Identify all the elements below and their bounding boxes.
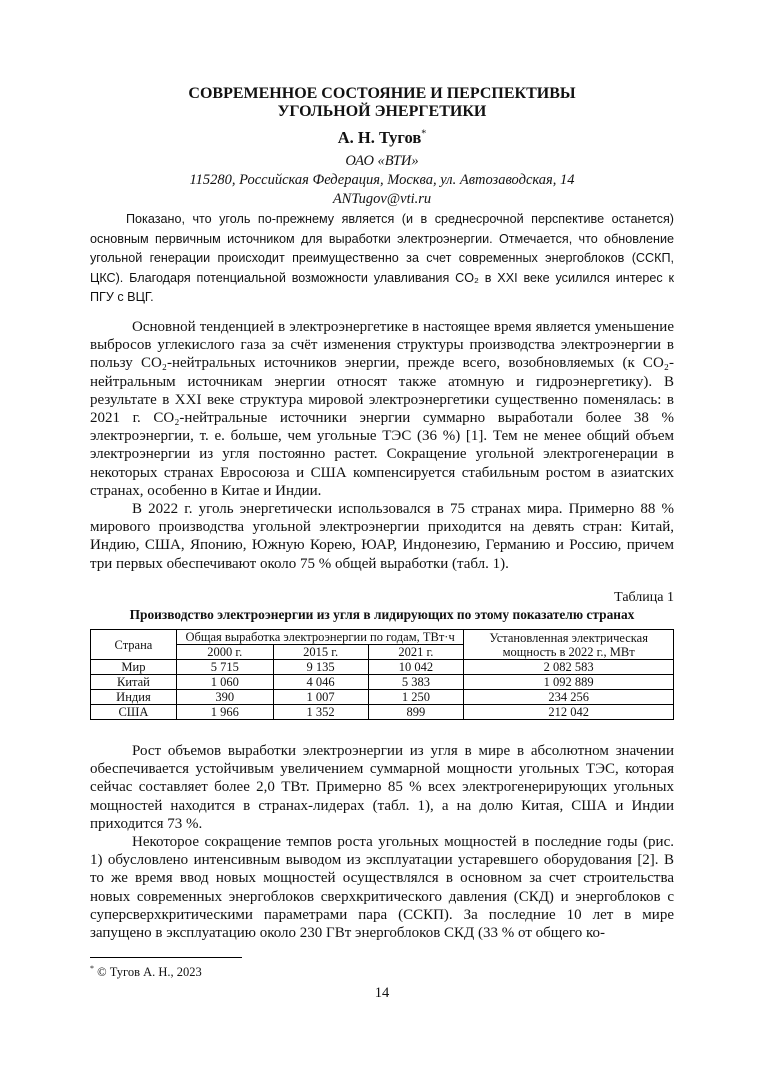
footnote-text: © Тугов А. Н., 2023 [97, 965, 202, 980]
table-row [91, 690, 674, 705]
cell-value: 5 715 [176, 660, 273, 675]
table-header-row [91, 630, 674, 645]
author-text: А. Н. Тугов [337, 128, 422, 147]
data-table [90, 629, 674, 720]
cell-capacity: 212 042 [464, 705, 674, 720]
cell-country: США [91, 705, 177, 720]
paragraph: Основной тенденцией в электроэнергетике в настоящее время является уменьшение выбросов углекислого газа за счёт изменения структуры производства электроэнергии в пользу CO₂-нейтральных источников энергии, прежде всего, возобновляемых (к CO₂-нейтральным источникам энергии относят также атомную и гидроэнергетику). В результате в XXI веке структура мировой электроэнергетики существенно поменялась: в 2021 г. CO₂-нейтральные источники энергии суммарно выработали более 38 % электроэнергии, т. е. больше, чем угольные ТЭС (36 %) [1]. Тем не менее общий объем электроэнергии из угля постоянно растет. Сокращение угольной электрогенерации в некоторых странах Евросоюза и США компенсируется стабильным ростом в азиатских странах, особенно в Китае и Индии. [90, 319, 674, 499]
title-line-2: УГОЛЬНОЙ ЭНЕРГЕТИКИ [277, 103, 487, 120]
cell-country: Мир [91, 660, 177, 675]
footnote-separator [90, 957, 242, 958]
header-country: Страна [91, 630, 177, 660]
cell-capacity: 234 256 [464, 690, 674, 705]
author-name [90, 128, 674, 148]
header-year: 2015 г. [273, 645, 368, 660]
table-label: Таблица 1 [614, 590, 674, 605]
abstract: Показано, что уголь по-прежнему является (и в среднесрочной перспективе останется) основным первичным источником для выработки электроэнергии. Отмечается, что обновление угольной генерации происходит преимущественно за счет современных энергоблоков (ССКП, ЦКС). Благодаря потенциальной возможности улавливания CO₂ в XXI веке усилился интерес к ПГУ с ВЦГ. [90, 212, 674, 305]
cell-country: Китай [91, 675, 177, 690]
table-row [91, 705, 674, 720]
paper-title [90, 85, 674, 121]
cell-value: 899 [368, 705, 464, 720]
cell-value: 1 250 [368, 690, 464, 705]
cell-country: Индия [91, 690, 177, 705]
cell-capacity: 1 092 889 [464, 675, 674, 690]
paragraph: Рост объемов выработки электроэнергии из угля в мире в абсолютном значении обеспечивается устойчивым увеличением суммарной мощности угольных ТЭС, которая сейчас составляет более 2,0 ТВт. Примерно 85 % всех электрогенерирующих угольных мощностей находится в странах-лидерах (табл. 1), а на долю Китая, США и Индии приходится 73 %. [90, 743, 674, 832]
body-text-top [90, 318, 674, 573]
footnote-mark: * [90, 964, 94, 973]
paragraph: Некоторое сокращение темпов роста угольных мощностей в последние годы (рис. 1) обусловлено интенсивным выводом из эксплуатации устаревшего оборудования [2]. В то же время ввод новых мощностей осуществлялся в основном за счет строительства новых современных энергоблоков сверхкритического давления (СКД) и энергоблоков с суперсверхкритическими параметрами пара (ССКП). За последние 10 лет в мире запущено в эксплуатацию около 230 ГВт энергоблоков СКД (33 % от общего ко- [90, 834, 674, 942]
body-text-bottom [90, 742, 674, 942]
cell-value: 4 046 [273, 675, 368, 690]
paragraph: В 2022 г. уголь энергетически использовался в 75 странах мира. Примерно 88 % мирового производства угольной электроэнергии приходится на девять стран: Китай, Индию, США, Японию, Южную Корею, ЮАР, Индонезию, Германию и Россию, причем три первых обеспечивают около 75 % общей выработки (табл. 1). [90, 501, 674, 572]
cell-value: 9 135 [273, 660, 368, 675]
page-number: 14 [374, 985, 390, 1001]
affiliation [90, 152, 674, 209]
header-capacity: Установленная электрическая мощность в 2022 г., МВт [464, 630, 674, 660]
cell-value: 10 042 [368, 660, 464, 675]
cell-value: 1 060 [176, 675, 273, 690]
table-row [91, 675, 674, 690]
header-year: 2000 г. [176, 645, 273, 660]
table-row [91, 660, 674, 675]
cell-value: 1 007 [273, 690, 368, 705]
cell-value: 5 383 [368, 675, 464, 690]
cell-capacity: 2 082 583 [464, 660, 674, 675]
cell-value: 1 966 [176, 705, 273, 720]
author-footnote-mark: * [421, 128, 427, 140]
cell-value: 390 [176, 690, 273, 705]
table-caption: Производство электроэнергии из угля в лидирующих по этому показателю странах [129, 607, 635, 622]
affiliation-email: ANTugov@vti.ru [332, 191, 432, 207]
header-generation: Общая выработка электроэнергии по годам, ТВт·ч [176, 630, 463, 645]
affiliation-org: ОАО «ВТИ» [345, 153, 419, 169]
cell-value: 1 352 [273, 705, 368, 720]
header-year: 2021 г. [368, 645, 464, 660]
title-line-1: СОВРЕМЕННОЕ СОСТОЯНИЕ И ПЕРСПЕКТИВЫ [188, 85, 576, 102]
footnote [90, 964, 202, 980]
affiliation-address: 115280, Российская Федерация, Москва, ул. Автозаводская, 14 [189, 172, 575, 188]
